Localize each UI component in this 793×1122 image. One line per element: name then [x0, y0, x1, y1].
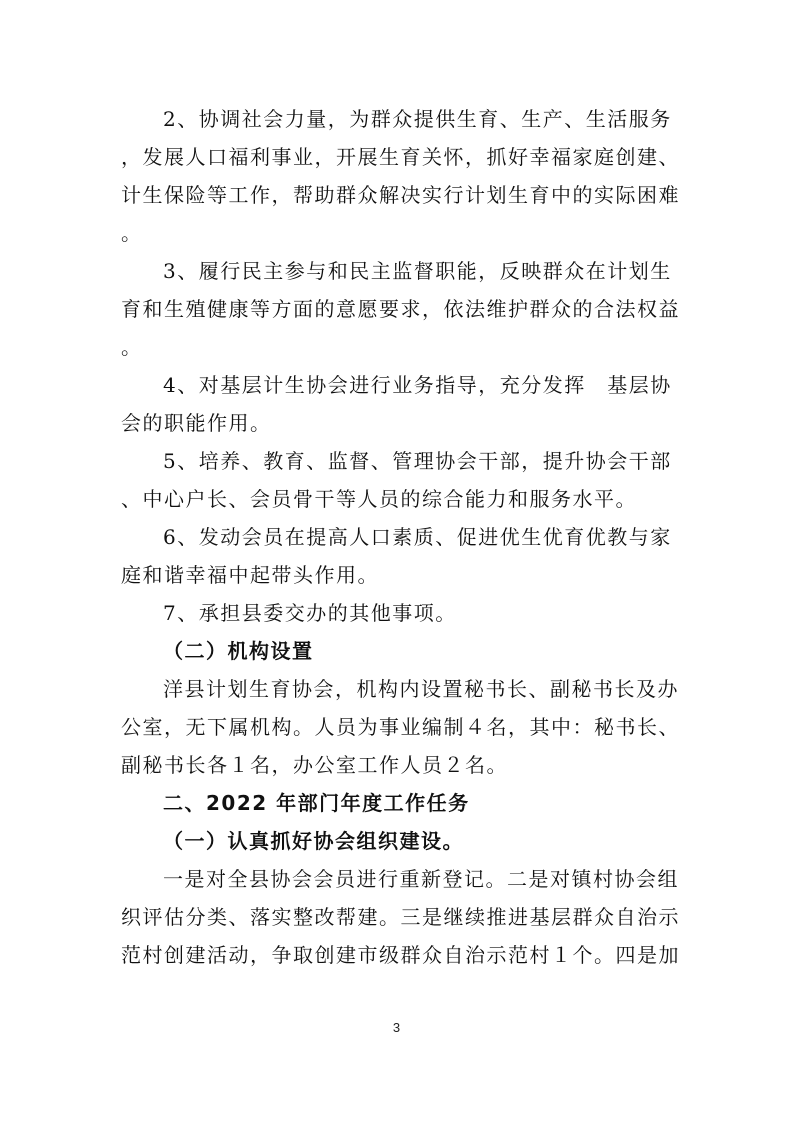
para-item-3-line-2: 育和生殖健康等方面的意愿要求，依法维护群众的合法权益	[121, 297, 680, 321]
para-item-5-line-1: 5、培养、教育、监督、管理协会干部，提升协会干部	[163, 449, 672, 473]
section-heading-org-structure: （二）机构设置	[163, 639, 314, 663]
para-item-7: 7、承担县委交办的其他事项。	[163, 601, 457, 625]
document-body	[121, 100, 681, 974]
para-item-4-line-1: 4、对基层计生协会进行业务指导，充分发挥 基层协	[163, 373, 672, 397]
para-org-line-1: 洋县计划生育协会，机构内设置秘书长、副秘书长及办	[163, 677, 679, 701]
para-item-3-line-3: 。	[121, 335, 143, 359]
para-org-line-2: 公室，无下属机构。人员为事业编制４名，其中：秘书长、	[121, 715, 680, 739]
para-item-3-line-1: 3、履行民主参与和民主监督职能，反映群众在计划生	[163, 259, 672, 283]
para-item-6-line-2: 庭和谐幸福中起带头作用。	[121, 563, 379, 587]
section-heading-annual-tasks: 二、2022 年部门年度工作任务	[163, 791, 470, 815]
para-item-2-line-3: 计生保险等工作，帮助群众解决实行计划生育中的实际困难	[121, 183, 680, 207]
para-tasks-line-2: 织评估分类、落实整改帮建。三是继续推进基层群众自治示	[121, 905, 680, 929]
para-item-5-line-2: 、中心户长、会员骨干等人员的综合能力和服务水平。	[121, 487, 637, 511]
para-item-2-line-2: ，发展人口福利事业，开展生育关怀，抓好幸福家庭创建、	[121, 145, 680, 169]
para-item-6-line-1: 6、发动会员在提高人口素质、促进优生优育优教与家	[163, 525, 672, 549]
para-item-2-line-4: 。	[121, 221, 143, 245]
subsection-heading-org-building: （一）认真抓好协会组织建设。	[163, 829, 464, 853]
page-number: 3	[392, 1020, 401, 1035]
para-tasks-line-1: 一是对全县协会会员进行重新登记。二是对镇村协会组	[163, 867, 679, 891]
para-item-4-line-2: 会的职能作用。	[121, 411, 272, 435]
para-tasks-line-3: 范村创建活动，争取创建市级群众自治示范村１个。四是加	[121, 943, 680, 967]
para-org-line-3: 副秘书长各１名，办公室工作人员２名。	[121, 753, 508, 777]
para-item-2-line-1: 2、协调社会力量，为群众提供生育、生产、生活服务	[163, 107, 672, 131]
